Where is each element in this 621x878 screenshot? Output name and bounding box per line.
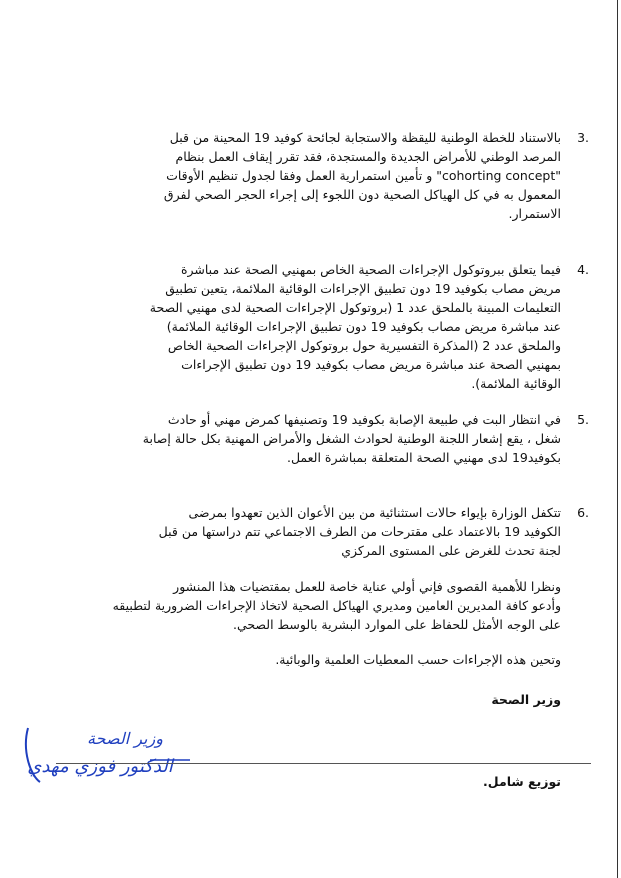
paragraph-number: 6. xyxy=(577,505,589,520)
paragraph-line: "cohorting concept" و تأمين استمرارية العمل وفقا لجدول تنظيم الأوقات xyxy=(166,168,561,183)
paragraph-4 xyxy=(46,260,589,393)
paragraph-number: 5. xyxy=(577,412,589,427)
closing-line: على الوجه الأمثل للحفاظ على الموارد البشرية بالوسط الصحي. xyxy=(232,617,561,632)
paragraph-3 xyxy=(46,128,589,223)
paragraph-line: بمهنيي الصحة عند مباشرة مريض مصاب بكوفيد 19 دون تطبيق الإجراءات xyxy=(181,357,561,372)
paragraph-number: 4. xyxy=(577,262,589,277)
signature-rule xyxy=(56,763,591,764)
paragraph-6 xyxy=(46,503,589,560)
paragraph-line: في انتظار البت في طبيعة الإصابة بكوفيد 19 وتصنيفها كمرض مهني أو حادث xyxy=(167,412,561,427)
minister-title: وزير الصحة xyxy=(491,692,561,707)
closing-line: وأدعو كافة المديرين العامين ومديري الهياكل الصحية لاتخاذ الإجراءات الضرورية لتطبيقه xyxy=(112,598,561,613)
paragraph-line: لجنة تحدث للغرض على المستوى المركزي xyxy=(341,543,561,558)
paragraph-number: 3. xyxy=(577,130,589,145)
paragraph-5 xyxy=(46,410,589,467)
paragraph-line: تتكفل الوزارة بإيواء حالات استثنائية من بين الأعوان الذين تعهدوا بمرضى xyxy=(188,505,561,520)
paragraph-line: شغل ، يقع إشعار اللجنة الوطنية لحوادث الشغل والأمراض المهنية بكل حالة إصابة xyxy=(142,431,561,446)
paragraph-line: والملحق عدد 2 (المذكرة التفسيرية حول بروتوكول الإجراءات الصحية الخاص xyxy=(167,338,561,353)
closing-paragraph xyxy=(31,577,561,634)
update-note: وتحين هذه الإجراءات حسب المعطيات العلمية والوبائية. xyxy=(275,652,561,667)
paragraph-line: التعليمات المبينة بالملحق عدد 1 (بروتوكول الإجراءات الصحية لدى مهنيي الصحة xyxy=(149,300,561,315)
page-edge-line xyxy=(617,0,618,878)
paragraph-line: فيما يتعلق ببروتوكول الإجراءات الصحية الخاص بمهنيي الصحة عند مباشرة xyxy=(180,262,561,277)
paragraph-line: عند مباشرة مريض مصاب بكوفيد 19 دون تطبيق الإجراءات الوقائية الملائمة) xyxy=(166,319,561,334)
paragraph-line: المرصد الوطني للأمراض الجديدة والمستجدة، فقد تقرر إيقاف العمل بنظام xyxy=(175,149,561,164)
paragraph-line: الكوفيد 19 بالاعتماد على مقترحات من الطرف الاجتماعي تتم دراستها من قبل xyxy=(158,524,561,539)
paragraph-line: المعمول به في كل الهياكل الصحية دون اللجوء إلى إجراء الحجر الصحي لفرق xyxy=(163,187,561,202)
paragraph-line: بالاستناد للخطة الوطنية لليقظة والاستجابة لجائحة كوفيد 19 المحينة من قبل xyxy=(169,130,561,145)
paragraph-line: بكوفيد19 لدى مهنيي الصحة المتعلقة بمباشرة العمل. xyxy=(286,450,561,465)
signature-line-2: الدكتور فوزي مهدي xyxy=(27,756,173,777)
paragraph-line: مريض مصاب بكوفيد 19 دون تطبيق الإجراءات الوقائية الملائمة، يتعين تطبيق xyxy=(165,281,561,296)
paragraph-line: الوقائية الملائمة). xyxy=(471,376,561,391)
closing-line: ونظرا للأهمية القصوى فإني أولي عناية خاصة للعمل بمقتضيات هذا المنشور xyxy=(173,579,561,594)
distribution-note: توزيع شامل. xyxy=(483,774,561,789)
paragraph-line: الاستمرار. xyxy=(508,206,561,221)
signature-line-1: وزير الصحة xyxy=(87,729,163,748)
